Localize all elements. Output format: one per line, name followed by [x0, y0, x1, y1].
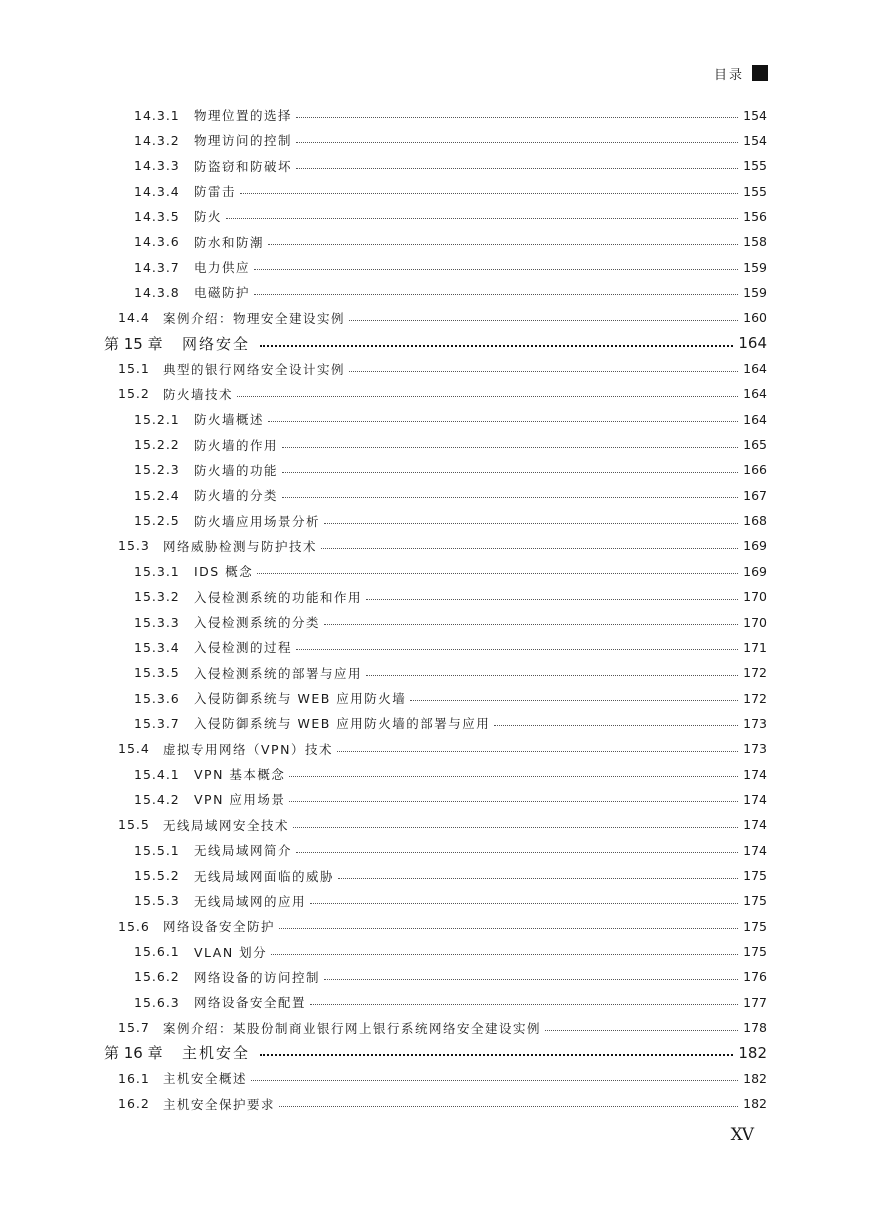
toc-entry[interactable] — [104, 1093, 767, 1115]
entry-title: 防火墙应用场景分析 — [194, 513, 321, 529]
entry-title: 防盗窃和防破坏 — [194, 158, 293, 174]
entry-number: 第 15 章 — [104, 334, 163, 353]
entry-number: 15.3.4 — [134, 639, 180, 655]
toc-entry[interactable] — [104, 941, 767, 963]
entry-page-number: 169 — [743, 538, 767, 554]
entry-page-number: 164 — [743, 411, 767, 427]
toc-entry[interactable] — [104, 408, 767, 430]
entry-number: 15.5.1 — [134, 842, 180, 858]
entry-title: 案例介绍：某股份制商业银行网上银行系统网络安全建设实例 — [163, 1020, 542, 1036]
entry-page-number: 167 — [743, 487, 767, 503]
entry-page-number: 171 — [743, 639, 767, 655]
entry-title: 防水和防潮 — [194, 234, 265, 250]
entry-title: 防火 — [194, 209, 223, 225]
entry-title: IDS 概念 — [194, 564, 254, 580]
dot-leader — [296, 648, 738, 650]
entry-page-number: 164 — [738, 334, 767, 353]
entry-page-number: 176 — [743, 969, 767, 985]
dot-leader — [296, 116, 738, 118]
entry-page-number: 156 — [743, 208, 767, 224]
dot-leader — [494, 724, 738, 726]
dot-leader — [268, 243, 738, 245]
dot-leader — [282, 471, 738, 473]
entry-number: 15.5 — [118, 817, 150, 833]
entry-number: 15.2.2 — [134, 437, 180, 453]
entry-title: 入侵检测系统的部署与应用 — [194, 665, 363, 681]
dot-leader — [337, 750, 738, 752]
toc-entry[interactable] — [104, 738, 767, 760]
dot-leader — [296, 141, 738, 143]
entry-number: 14.3.6 — [134, 234, 180, 250]
entry-title: 主机安全保护要求 — [163, 1096, 276, 1112]
entry-page-number: 164 — [743, 361, 767, 376]
entry-title: 电力供应 — [194, 260, 251, 276]
entry-title: 主机安全概述 — [163, 1071, 248, 1087]
dot-leader — [289, 775, 738, 777]
entry-number: 15.6.2 — [134, 969, 180, 985]
toc-entry[interactable] — [104, 484, 767, 506]
entry-page-number: 175 — [743, 944, 767, 960]
toc-chapter-entry[interactable] — [104, 1042, 767, 1064]
entry-title: 防火墙的作用 — [194, 437, 279, 453]
entry-page-number: 166 — [743, 462, 767, 478]
dot-leader — [226, 217, 738, 219]
toc-entry[interactable] — [104, 712, 767, 734]
entry-number: 14.3.5 — [134, 208, 180, 224]
entry-title: 入侵防御系统与 WEB 应用防火墙 — [194, 691, 407, 707]
entry-page-number: 172 — [743, 665, 767, 681]
dot-leader — [545, 1029, 738, 1031]
entry-number: 15.3.1 — [134, 563, 180, 579]
toc-entry[interactable] — [104, 180, 767, 202]
toc-entry[interactable] — [104, 383, 767, 405]
entry-number: 14.3.3 — [134, 158, 180, 174]
entry-title: 入侵防御系统与 WEB 应用防火墙的部署与应用 — [194, 716, 491, 732]
entry-page-number: 178 — [743, 1020, 767, 1036]
entry-page-number: 174 — [743, 817, 767, 833]
page-number: XV — [730, 1125, 753, 1145]
dot-leader — [338, 877, 738, 879]
entry-page-number: 168 — [743, 513, 767, 529]
entry-page-number: 174 — [743, 842, 767, 858]
entry-page-number: 173 — [743, 715, 767, 731]
entry-page-number: 164 — [743, 386, 767, 402]
entry-number: 15.3.2 — [134, 589, 180, 605]
toc-entry[interactable] — [104, 155, 767, 177]
entry-page-number: 175 — [743, 893, 767, 909]
entry-page-number: 175 — [743, 918, 767, 934]
entry-page-number: 159 — [743, 259, 767, 275]
dot-leader — [240, 192, 738, 194]
dot-leader — [366, 674, 738, 676]
toc-entry[interactable] — [104, 129, 767, 151]
entry-page-number: 154 — [743, 132, 767, 148]
dot-leader — [260, 344, 733, 347]
entry-number: 14.3.8 — [134, 284, 180, 300]
entry-number: 15.5.3 — [134, 893, 180, 909]
dot-leader — [321, 547, 738, 549]
entry-page-number: 155 — [743, 183, 767, 199]
entry-page-number: 174 — [743, 766, 767, 782]
header-block-marker — [752, 65, 768, 81]
toc-entry[interactable] — [104, 1067, 767, 1089]
toc-entry[interactable] — [104, 535, 767, 557]
entry-number: 15.6.1 — [134, 944, 180, 960]
entry-number: 15.6 — [118, 918, 150, 934]
dot-leader — [279, 927, 738, 929]
toc-entry[interactable] — [104, 611, 767, 633]
entry-title: 入侵检测的过程 — [194, 640, 293, 656]
entry-title: 防火墙的分类 — [194, 488, 279, 504]
dot-leader — [324, 522, 738, 524]
toc-entry[interactable] — [104, 662, 767, 684]
entry-number: 15.3.5 — [134, 665, 180, 681]
toc-entry[interactable] — [104, 104, 767, 126]
dot-leader — [279, 1105, 738, 1107]
dot-leader — [296, 851, 738, 853]
entry-number: 第 16 章 — [104, 1044, 163, 1063]
entry-page-number: 172 — [743, 690, 767, 706]
dot-leader — [410, 699, 738, 701]
entry-number: 15.2 — [118, 386, 150, 402]
entry-number: 15.6.3 — [134, 994, 180, 1010]
toc-entry[interactable] — [104, 281, 767, 303]
entry-number: 15.4.1 — [134, 766, 180, 782]
toc-entry[interactable] — [104, 966, 767, 988]
entry-page-number: 155 — [743, 158, 767, 174]
dot-leader — [268, 420, 738, 422]
entry-number: 15.2.1 — [134, 411, 180, 427]
entry-title: 网络设备安全防护 — [163, 919, 276, 935]
dot-leader — [349, 370, 738, 372]
entry-number: 14.4 — [118, 310, 150, 326]
entry-number: 15.4.2 — [134, 791, 180, 807]
entry-title: 虚拟专用网络（VPN）技术 — [163, 741, 333, 757]
entry-number: 15.2.3 — [134, 462, 180, 478]
entry-number: 15.3.7 — [134, 715, 180, 731]
toc-entry[interactable] — [104, 991, 767, 1013]
entry-title: 网络威胁检测与防护技术 — [163, 538, 318, 554]
toc-entry[interactable] — [104, 788, 767, 810]
running-header — [714, 63, 768, 83]
toc-chapter-entry[interactable] — [104, 332, 767, 354]
toc-entry[interactable] — [104, 865, 767, 887]
entry-title: 无线局域网简介 — [194, 843, 293, 859]
toc-entry[interactable] — [104, 586, 767, 608]
entry-page-number: 159 — [743, 284, 767, 300]
entry-page-number: 170 — [743, 589, 767, 605]
entry-number: 16.1 — [118, 1070, 150, 1086]
entry-page-number: 182 — [743, 1070, 767, 1086]
dot-leader — [310, 1003, 738, 1005]
dot-leader — [324, 623, 738, 625]
dot-leader — [237, 395, 738, 397]
toc-entry[interactable] — [104, 1017, 767, 1039]
dot-leader — [289, 800, 738, 802]
entry-page-number: 165 — [743, 437, 767, 453]
entry-title: 主机安全 — [182, 1044, 251, 1063]
toc-entry[interactable] — [104, 358, 767, 380]
entry-number: 15.3.6 — [134, 690, 180, 706]
toc-entry[interactable] — [104, 231, 767, 253]
entry-number: 14.3.1 — [134, 107, 180, 123]
dot-leader — [282, 446, 738, 448]
entry-number: 15.2.5 — [134, 513, 180, 529]
entry-page-number: 158 — [743, 234, 767, 250]
entry-number: 15.7 — [118, 1020, 150, 1036]
dot-leader — [324, 978, 738, 980]
entry-title: 网络设备的访问控制 — [194, 969, 321, 985]
entry-title: 无线局域网面临的威胁 — [194, 868, 335, 884]
toc-entry[interactable] — [104, 434, 767, 456]
entry-number: 14.3.2 — [134, 132, 180, 148]
entry-title: 入侵检测系统的功能和作用 — [194, 589, 363, 605]
entry-number: 14.3.7 — [134, 259, 180, 275]
entry-page-number: 170 — [743, 614, 767, 630]
entry-page-number: 174 — [743, 791, 767, 807]
entry-number: 15.3 — [118, 538, 150, 554]
toc-entry[interactable] — [104, 763, 767, 785]
entry-title: VPN 应用场景 — [194, 792, 286, 808]
entry-number: 15.3.3 — [134, 614, 180, 630]
dot-leader — [310, 902, 738, 904]
entry-title: 网络设备安全配置 — [194, 995, 307, 1011]
entry-page-number: 154 — [743, 107, 767, 123]
entry-number: 15.4 — [118, 741, 150, 757]
entry-title: 防雷击 — [194, 184, 237, 200]
entry-title: 无线局域网的应用 — [194, 893, 307, 909]
dot-leader — [282, 496, 738, 498]
dot-leader — [254, 293, 738, 295]
toc-entry[interactable] — [104, 560, 767, 582]
entry-title: 入侵检测系统的分类 — [194, 615, 321, 630]
entry-title: VLAN 划分 — [194, 944, 268, 960]
toc-entry[interactable] — [104, 510, 767, 532]
entry-page-number: 173 — [743, 741, 767, 757]
toc-entry[interactable] — [104, 459, 767, 481]
entry-title: 物理位置的选择 — [194, 108, 293, 123]
entry-title: 无线局域网安全技术 — [163, 817, 290, 833]
entry-page-number: 182 — [738, 1043, 767, 1062]
toc-entry[interactable] — [104, 636, 767, 658]
entry-title: 防火墙的功能 — [194, 462, 279, 478]
toc-entry[interactable] — [104, 687, 767, 709]
entry-page-number: 169 — [743, 563, 767, 579]
entry-number: 15.5.2 — [134, 868, 180, 883]
entry-title: 防火墙概述 — [194, 412, 265, 428]
toc-entry[interactable] — [104, 307, 767, 329]
dot-leader — [293, 826, 738, 828]
toc-entry[interactable] — [104, 890, 767, 912]
entry-title: 案例介绍：物理安全建设实例 — [163, 310, 346, 326]
entry-number: 16.2 — [118, 1096, 150, 1112]
dot-leader — [254, 268, 738, 270]
entry-number: 15.1 — [118, 361, 150, 376]
toc-entry[interactable] — [104, 205, 767, 227]
entry-title: 物理访问的控制 — [194, 133, 293, 149]
entry-title: 电磁防护 — [194, 285, 251, 301]
header-label: 目录 — [713, 67, 744, 83]
dot-leader — [251, 1079, 738, 1081]
dot-leader — [366, 598, 738, 600]
entry-page-number: 175 — [743, 868, 767, 883]
entry-title: 网络安全 — [182, 334, 251, 353]
entry-page-number: 160 — [743, 310, 767, 326]
dot-leader — [271, 953, 738, 955]
dot-leader — [257, 572, 738, 574]
toc-entry[interactable] — [104, 814, 767, 836]
entry-number: 15.2.4 — [134, 487, 180, 503]
toc-entry[interactable] — [104, 839, 767, 861]
dot-leader — [260, 1053, 733, 1056]
toc-entry[interactable] — [104, 915, 767, 937]
toc-entry[interactable] — [104, 256, 767, 278]
entry-page-number: 177 — [743, 994, 767, 1010]
entry-number: 14.3.4 — [134, 183, 180, 199]
entry-title: VPN 基本概念 — [194, 767, 286, 783]
entry-page-number: 182 — [743, 1096, 767, 1112]
dot-leader — [349, 319, 738, 321]
entry-title: 典型的银行网络安全设计实例 — [163, 361, 346, 377]
dot-leader — [296, 167, 738, 169]
entry-title: 防火墙技术 — [163, 386, 234, 402]
